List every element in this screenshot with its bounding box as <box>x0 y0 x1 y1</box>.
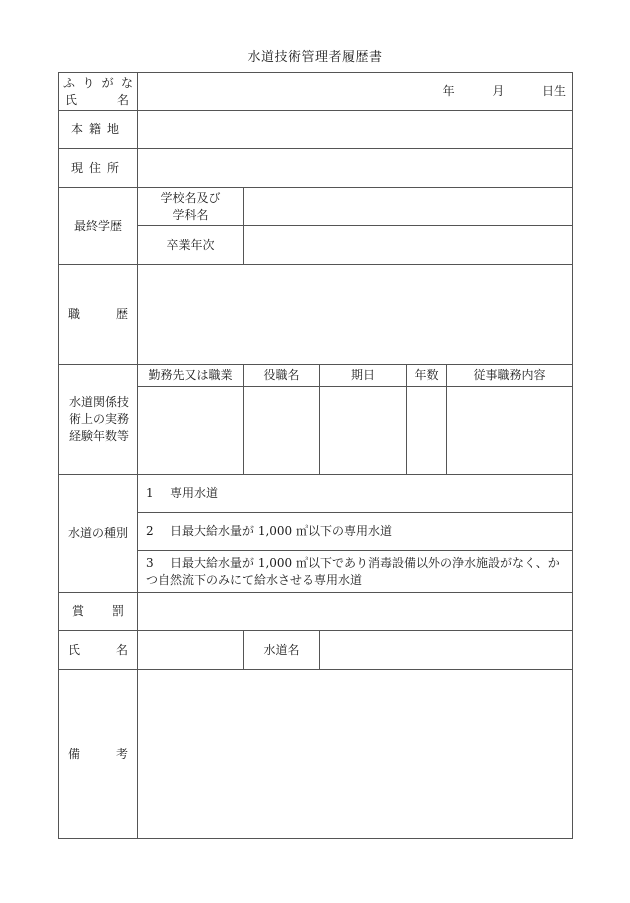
career-field[interactable] <box>138 265 573 365</box>
years-field[interactable] <box>407 387 447 475</box>
address-field[interactable] <box>138 149 573 188</box>
water-type-item-3[interactable]: 3 日最大給水量が 1,000 ㎥以下であり消毒設備以外の浄水施設がなく、かつ自然流下のみにて給水させる専用水道 <box>138 551 573 593</box>
resume-form <box>58 72 573 839</box>
water-type-row-1 <box>59 475 573 513</box>
furigana-label: ふりがな <box>63 75 133 90</box>
duties-field[interactable] <box>447 387 573 475</box>
experience-label: 水道関係技 術上の実務 経験年数等 <box>59 365 138 475</box>
school-label <box>138 188 244 226</box>
waterworks-field[interactable] <box>320 631 573 670</box>
month-label: 月 <box>492 84 505 98</box>
date-field[interactable] <box>320 387 407 475</box>
honseki-row <box>59 111 573 149</box>
name-row <box>59 73 573 111</box>
name-field[interactable] <box>138 631 244 670</box>
education-row <box>59 188 573 226</box>
year-label: 年 <box>442 84 455 98</box>
name-label-1: 氏 <box>65 92 78 107</box>
school-label-line1: 学校名及び <box>160 190 221 205</box>
honseki-field[interactable] <box>138 111 573 149</box>
name-waterworks-row <box>59 631 573 670</box>
career-row <box>59 265 573 365</box>
graduation-field[interactable] <box>244 226 573 265</box>
page-title: 水道技術管理者履歴書 <box>247 50 383 65</box>
remarks-field[interactable] <box>138 670 573 839</box>
furigana-name-label <box>59 73 138 111</box>
water-type-item-1[interactable]: 1 専用水道 <box>138 475 573 513</box>
position-field[interactable] <box>244 387 320 475</box>
experience-header-row <box>59 365 573 387</box>
school-field[interactable] <box>244 188 573 226</box>
waterworks-label: 水道名 <box>244 631 320 670</box>
col-position: 役職名 <box>244 365 320 387</box>
address-label: 現住所 <box>59 149 138 188</box>
water-type-item-2[interactable]: 2 日最大給水量が 1,000 ㎥以下の専用水道 <box>138 513 573 551</box>
col-date: 期日 <box>320 365 407 387</box>
day-birth-label: 日生 <box>541 84 566 98</box>
address-row <box>59 149 573 188</box>
education-label: 最終学歴 <box>59 188 138 265</box>
employer-field[interactable] <box>138 387 244 475</box>
reward-label: 賞 罰 <box>59 593 138 631</box>
honseki-label: 本籍地 <box>59 111 138 149</box>
career-label: 職 歴 <box>59 265 138 365</box>
remarks-label: 備 考 <box>59 670 138 839</box>
water-type-label: 水道の種別 <box>59 475 138 593</box>
col-employer: 勤務先又は職業 <box>138 365 244 387</box>
name-label: 氏 名 <box>59 631 138 670</box>
reward-field[interactable] <box>138 593 573 631</box>
remarks-row <box>59 670 573 839</box>
name-label-2: 名 <box>116 92 129 107</box>
col-duties: 従事職務内容 <box>447 365 573 387</box>
name-birthdate-field[interactable] <box>138 73 573 111</box>
col-years: 年数 <box>407 365 447 387</box>
reward-row <box>59 593 573 631</box>
graduation-label: 卒業年次 <box>138 226 244 265</box>
school-label-line2: 学科名 <box>172 207 209 222</box>
